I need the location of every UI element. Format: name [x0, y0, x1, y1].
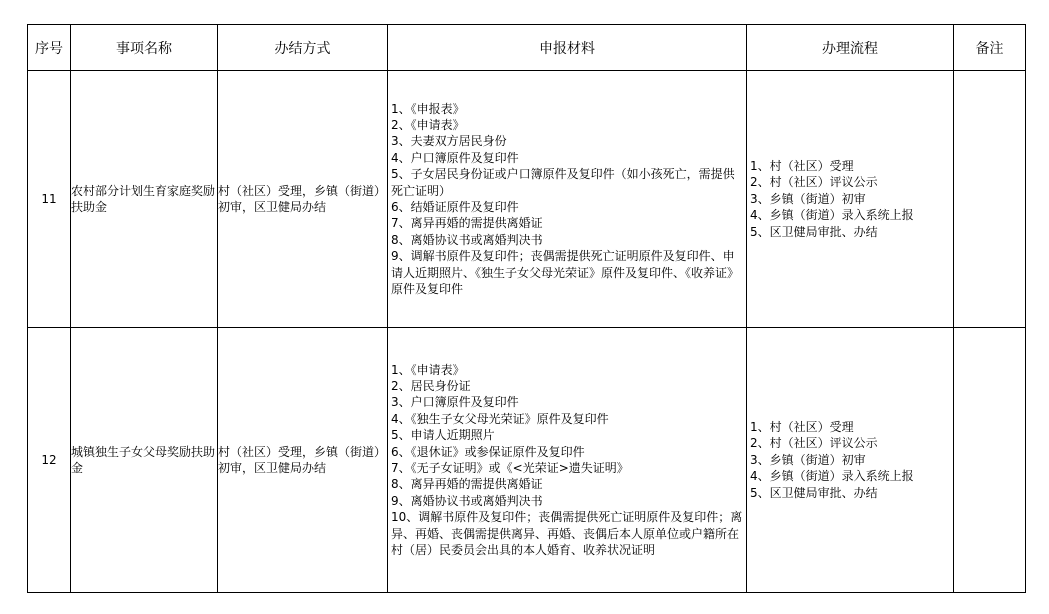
- material-item: 6、结婚证原件及复印件: [391, 200, 519, 214]
- header-cell-item-name: 事项名称: [71, 25, 218, 71]
- material-item: 3、夫妻双方居民身份: [391, 134, 507, 149]
- material-item: 8、离婚协议书或离婚判决书: [391, 232, 543, 247]
- material-item: 5、申请人近期照片: [391, 428, 495, 443]
- process-list: [747, 71, 954, 328]
- process-list: [747, 328, 954, 593]
- material-item: 9、离婚协议书或离婚判决书: [391, 493, 543, 508]
- header-cell-materials: 申报材料: [388, 25, 747, 71]
- table-row: [28, 328, 1026, 593]
- material-item: 6、《退休证》或参保证原件及复印件: [391, 444, 585, 459]
- material-item: 1、《申请表》: [391, 362, 465, 377]
- notes-cell: [954, 328, 1026, 593]
- material-item: 9、调解书原件及复印件；丧偶需提供死亡证明原件及复印件、申请人近期照片、《独生子女父母光荣证》原件及复印件、《收养证》原件及复印件: [391, 249, 740, 297]
- material-item: 5、子女居民身份证或户口簿原件及复印件（如小孩死亡，需提供死亡证明）: [391, 167, 735, 198]
- materials-list: [388, 328, 747, 593]
- process-step: 5、区卫健局审批、办结: [750, 224, 878, 239]
- row-number: 12: [28, 328, 71, 593]
- process-step: 3、乡镇（街道）初审: [750, 452, 866, 467]
- material-item: 7、离异再婚的需提供离婚证: [391, 216, 543, 231]
- item-name: 城镇独生子女父母奖励扶助金: [71, 328, 218, 593]
- header-cell-process: 办理流程: [747, 25, 954, 71]
- header-row: [28, 25, 1026, 71]
- material-item: 8、离异再婚的需提供离婚证: [391, 477, 543, 492]
- header-cell-number: 序号: [28, 25, 71, 71]
- process-step: 2、村（社区）评议公示: [750, 175, 878, 190]
- handling-method: 村（社区）受理，乡镇（街道）初审，区卫健局办结: [218, 328, 388, 593]
- table-row: [28, 71, 1026, 328]
- material-item: 2、《申请表》: [391, 117, 465, 132]
- materials-list: [388, 71, 747, 328]
- process-step: 5、区卫健局审批、办结: [750, 485, 878, 500]
- process-step: 1、村（社区）受理: [750, 158, 854, 173]
- process-step: 3、乡镇（街道）初审: [750, 191, 866, 206]
- process-step: 2、村（社区）评议公示: [750, 436, 878, 451]
- process-step: 4、乡镇（街道）录入系统上报: [750, 469, 914, 484]
- header-cell-notes: 备注: [954, 25, 1026, 71]
- process-step: 1、村（社区）受理: [750, 419, 854, 434]
- material-item: 7、《无子女证明》或《<光荣证>遗失证明》: [391, 461, 629, 475]
- material-item: 3、户口簿原件及复印件: [391, 395, 519, 410]
- material-item: 10、调解书原件及复印件；丧偶需提供死亡证明原件及复印件；离异、再婚、丧偶需提供离异、再婚、丧偶后本人原单位或户籍所在村（居）民委员会出具的本人婚育、收养状况证明: [391, 510, 743, 558]
- process-step: 4、乡镇（街道）录入系统上报: [750, 208, 914, 223]
- row-number: 11: [28, 71, 71, 328]
- handling-method: 村（社区）受理，乡镇（街道）初审，区卫健局办结: [218, 71, 388, 328]
- notes-cell: [954, 71, 1026, 328]
- material-item: 4、户口簿原件及复印件: [391, 150, 519, 165]
- header-cell-method: 办结方式: [218, 25, 388, 71]
- material-item: 4、《独生子女父母光荣证》原件及复印件: [391, 411, 609, 426]
- material-item: 2、居民身份证: [391, 378, 471, 393]
- item-name: 农村部分计划生育家庭奖励扶助金: [71, 71, 218, 328]
- material-item: 1、《申报表》: [391, 101, 465, 116]
- service-table: [27, 24, 1026, 593]
